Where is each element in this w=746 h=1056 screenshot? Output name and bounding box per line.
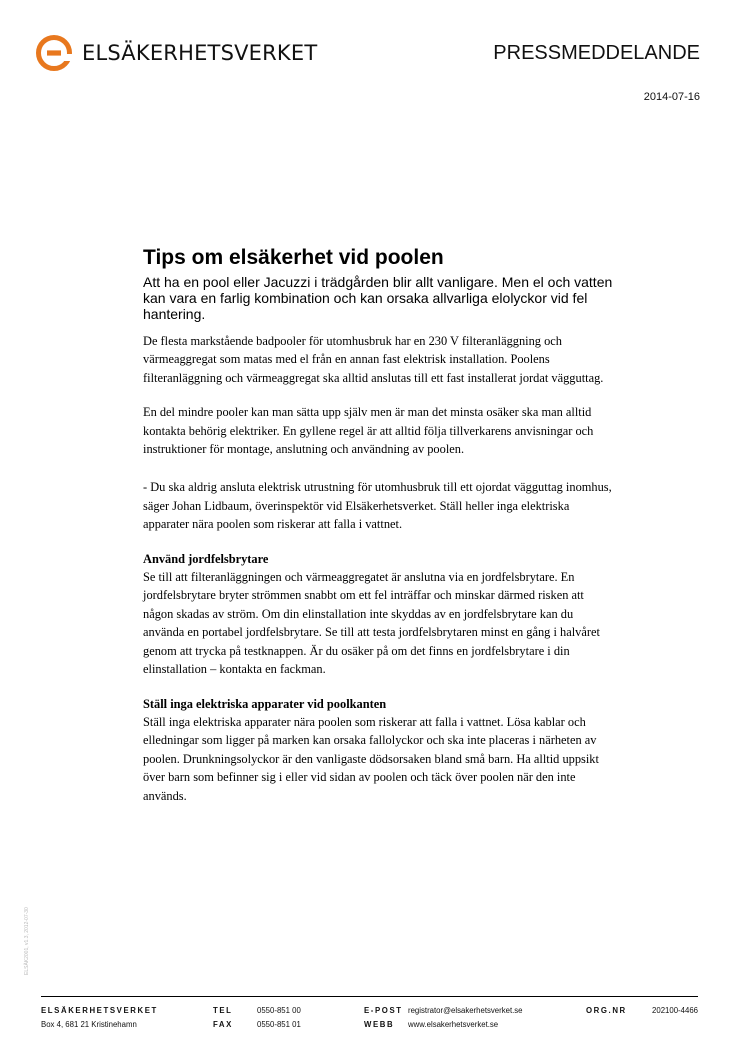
footer-tel-label: TEL	[213, 1006, 233, 1015]
document-type: PRESSMEDDELANDE	[493, 42, 700, 64]
org-name: ELSÄKERHETSVERKET	[82, 41, 318, 65]
footer-fax: 0550-851 01	[257, 1020, 301, 1029]
footer-email: registrator@elsakerhetsverket.se	[408, 1006, 523, 1015]
elsakerhetsverket-logo-icon	[36, 35, 72, 71]
footer-tel: 0550-851 00	[257, 1006, 301, 1015]
section-heading: Ställ inga elektriska apparater vid poolkanten	[143, 696, 387, 711]
footer-fax-label: FAX	[213, 1020, 233, 1029]
footer-email-label: E-POST	[364, 1006, 403, 1015]
article	[143, 245, 613, 805]
section-heading: Använd jordfelsbrytare	[143, 551, 269, 566]
footer-divider	[41, 996, 698, 997]
footer-address: Box 4, 681 21 Kristinehamn	[41, 1020, 137, 1029]
paragraph: De flesta markstående badpooler för utomhusbruk har en 230 V filteranläggning och värmeaggregat som matas med el från en annan fast elektrisk installation. Poolens filteranläggning och värmeaggregat ska alltid anslutas till ett fast installerat jordat vägguttag.	[143, 334, 604, 385]
section-body: Ställ inga elektriska apparater nära poolen som riskerar att falla i vattnet. Lösa kablar och elledningar som ligger på marken kan orsaka fallolyckor och ska inte placeras i närheten av poolen. Drunkningsolyckor är den vanligaste dödsorsaken bland små barn. Ha alltid uppsikt över barn som befinner sig i eller vid sidan av poolen och täck över poolen när den inte används.	[143, 714, 599, 803]
footer-orgnr: 202100-4466	[652, 1006, 698, 1015]
footer-orgnr-label: ORG.NR	[586, 1006, 627, 1015]
article-title: Tips om elsäkerhet vid poolen	[143, 246, 444, 269]
footer-web-label: WEBB	[364, 1020, 395, 1029]
logo	[36, 35, 317, 71]
document-date: 2014-07-16	[643, 91, 700, 103]
paragraph: En del mindre pooler kan man sätta upp själv men är man det minsta osäker ska man alltid kontakta behörig elektriker. En gyllene regel är att alltid följa tillverkarens anvisningar och instruktioner för montage, anslutning och användning av poolen.	[143, 405, 594, 457]
quote-paragraph: - Du ska aldrig ansluta elektrisk utrustning för utomhusbruk till ett ojordat vägguttag inomhus, säger Johan Lidbaum, överinspektör vid Elsäkerhetsverket. Ställ heller inga elektriska apparater nära poolen som riskerar att falla i vattnet.	[143, 480, 612, 532]
footer-org-name: ELSÄKERHETSVERKET	[41, 1006, 158, 1015]
document-template-code: ELSÄK2001, v1.3, 2012-07-30	[24, 907, 30, 975]
section-body: Se till att filteranläggningen och värmeaggregatet är anslutna via en jordfelsbrytare. En jordfelsbrytare bryter strömmen snabbt om ett fel inträffar och minskar därmed risken att någon skadas av ström. Om din elinstallation inte skyddas av en jordfelsbrytare kan du använda en portabel jordfelsbrytare. Se till att testa jordfelsbrytaren minst en gång i halvåret genom att trycka på testknappen. Är du osäker på om det finns en jordfelsbrytare i din elinstallation – kontakta en fackman.	[143, 570, 600, 677]
footer-web: www.elsakerhetsverket.se	[408, 1020, 499, 1029]
article-lead: Att ha en pool eller Jacuzzi i trädgården blir allt vanligare. Men el och vatten kan vara en farlig kombination och kan orsaka allvarliga elolyckor vid fel hantering.	[143, 274, 613, 322]
